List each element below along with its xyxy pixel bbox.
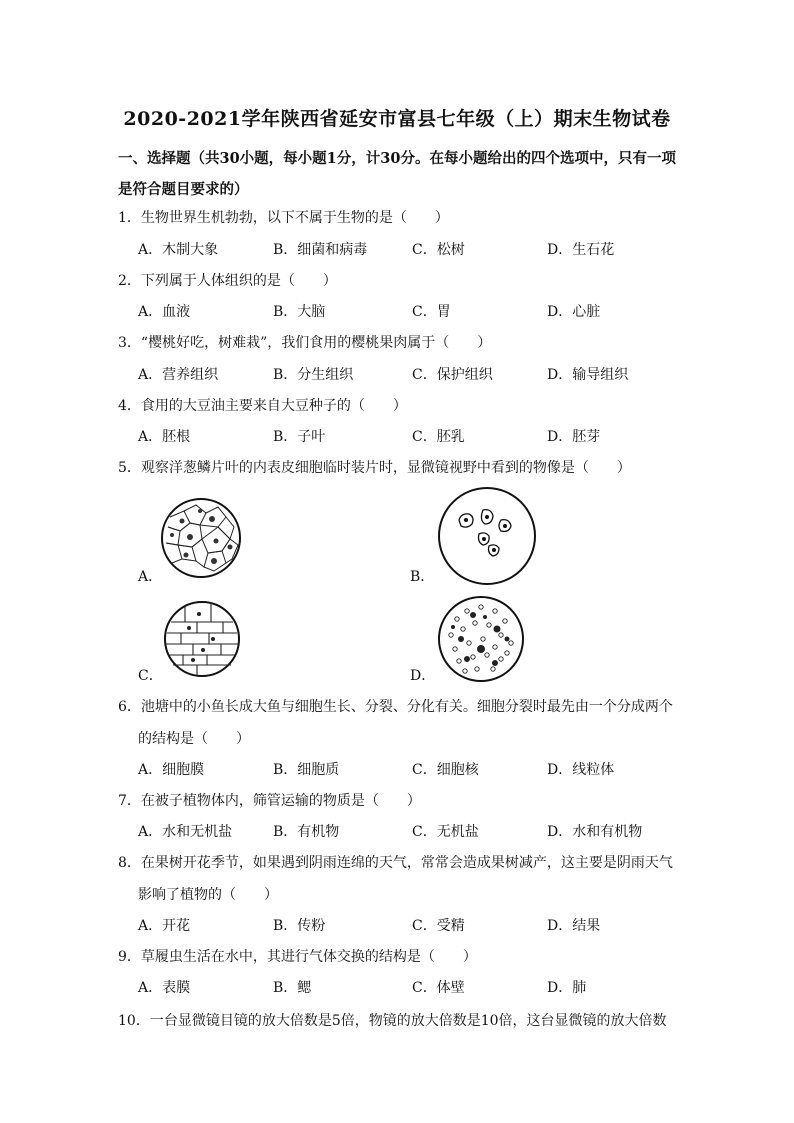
q7-option-d[interactable]: D．水和有机物 xyxy=(547,824,643,840)
question-7-stem: 7．在被子植物体内，筛管运输的物质是（ ） xyxy=(118,793,421,809)
q8-option-b[interactable]: B．传粉 xyxy=(273,918,326,934)
microscope-view-c-image xyxy=(163,600,241,678)
microscope-view-b-image xyxy=(437,486,537,586)
q5-option-a[interactable]: A． xyxy=(138,569,163,585)
microscope-view-a-image xyxy=(160,497,242,579)
microscope-view-d-image xyxy=(437,595,525,683)
q9-option-a[interactable]: A．表膜 xyxy=(138,980,191,996)
q1-option-b[interactable]: B．细菌和病毒 xyxy=(273,242,368,258)
q4-option-d[interactable]: D．胚芽 xyxy=(547,429,601,445)
question-6-stem: 6．池塘中的小鱼长成大鱼与细胞生长、分裂、分化有关。细胞分裂时最先由一个分成两个 xyxy=(118,699,673,715)
question-5-stem: 5．观察洋葱鳞片叶的内表皮细胞临时装片时，显微镜视野中看到的物像是（ ） xyxy=(118,460,631,476)
q1-option-a[interactable]: A．木制大象 xyxy=(138,242,219,258)
q5-option-c[interactable]: C． xyxy=(138,668,163,684)
q6-option-a[interactable]: A．细胞膜 xyxy=(138,762,205,778)
section-heading-line1: 一、选择题（共30小题，每小题1分，计30分。在每小题给出的四个选项中，只有一项 xyxy=(118,150,676,167)
q3-option-d[interactable]: D．输导组织 xyxy=(547,367,629,383)
q9-option-b[interactable]: B．鳃 xyxy=(273,980,312,996)
q7-option-c[interactable]: C．无机盐 xyxy=(412,824,479,840)
q8-option-d[interactable]: D．结果 xyxy=(547,918,601,934)
q1-option-c[interactable]: C．松树 xyxy=(412,242,465,258)
question-3-stem: 3．“樱桃好吃，树难栽”，我们食用的樱桃果肉属于（ ） xyxy=(118,335,492,351)
question-1-stem: 1．生物世界生机勃勃，以下不属于生物的是（ ） xyxy=(118,210,449,226)
question-8-stem: 8．在果树开花季节，如果遇到阴雨连绵的天气，常常会造成果树减产，这主要是阴雨天气 xyxy=(118,855,673,871)
question-4-stem: 4．食用的大豆油主要来自大豆种子的（ ） xyxy=(118,398,407,414)
q6-option-d[interactable]: D．线粒体 xyxy=(547,762,615,778)
q2-option-d[interactable]: D．心脏 xyxy=(547,304,601,320)
q3-option-a[interactable]: A．营养组织 xyxy=(138,367,219,383)
q2-option-c[interactable]: C．胃 xyxy=(412,304,451,320)
q5-option-b[interactable]: B． xyxy=(410,569,435,585)
q9-option-d[interactable]: D．肺 xyxy=(547,980,587,996)
page-title: 2020-2021学年陕西省延安市富县七年级（上）期末生物试卷 xyxy=(123,108,671,130)
q8-option-c[interactable]: C．受精 xyxy=(412,918,465,934)
q6-option-b[interactable]: B．细胞质 xyxy=(273,762,340,778)
section-heading-line2: 是符合题目要求的） xyxy=(118,181,249,198)
q8-option-a[interactable]: A．开花 xyxy=(138,918,191,934)
q3-option-c[interactable]: C．保护组织 xyxy=(412,367,493,383)
question-9-stem: 9．草履虫生活在水中，其进行气体交换的结构是（ ） xyxy=(118,949,477,965)
question-10-stem: 10．一台显微镜目镜的放大倍数是5倍，物镜的放大倍数是10倍，这台显微镜的放大倍数 xyxy=(118,1013,667,1029)
q3-option-b[interactable]: B．分生组织 xyxy=(273,367,354,383)
q4-option-c[interactable]: C．胚乳 xyxy=(412,429,465,445)
question-2-stem: 2．下列属于人体组织的是（ ） xyxy=(118,273,337,289)
q7-option-b[interactable]: B．有机物 xyxy=(273,824,340,840)
question-6-stem-cont: 的结构是（ ） xyxy=(138,731,250,747)
q4-option-a[interactable]: A．胚根 xyxy=(138,429,191,445)
q2-option-a[interactable]: A．血液 xyxy=(138,304,191,320)
q6-option-c[interactable]: C．细胞核 xyxy=(412,762,479,778)
q7-option-a[interactable]: A．水和无机盐 xyxy=(138,824,233,840)
q9-option-c[interactable]: C．体壁 xyxy=(412,980,465,996)
q1-option-d[interactable]: D．生石花 xyxy=(547,242,615,258)
q5-option-d[interactable]: D． xyxy=(410,668,436,684)
q2-option-b[interactable]: B．大脑 xyxy=(273,304,326,320)
q4-option-b[interactable]: B．子叶 xyxy=(273,429,326,445)
question-8-stem-cont: 影响了植物的（ ） xyxy=(138,887,278,903)
